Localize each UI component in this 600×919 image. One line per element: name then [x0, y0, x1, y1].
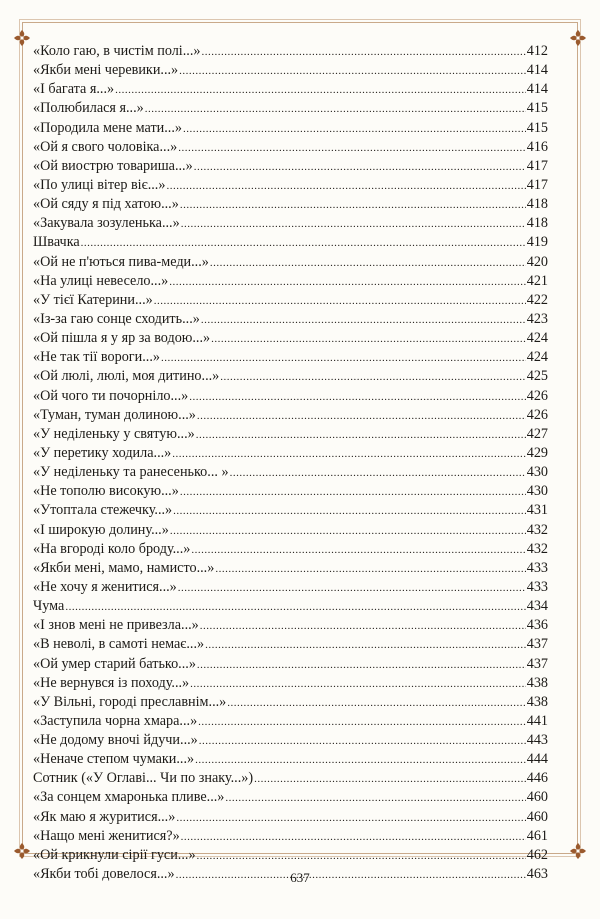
toc-entry [33, 482, 548, 501]
toc-entry-page: 416 [526, 138, 548, 155]
dot-leader [205, 636, 526, 655]
dot-leader [166, 177, 525, 196]
toc-entry-title: «У тієї Катерини...» [33, 291, 153, 308]
toc-entry-page: 441 [526, 712, 548, 729]
toc-entry-title: «У неділеньку у святую...» [33, 425, 195, 442]
toc-entry-page: 432 [526, 540, 548, 557]
dot-leader [200, 617, 526, 636]
toc-entry [33, 329, 548, 348]
toc-entry [33, 176, 548, 195]
dot-leader [115, 81, 526, 100]
toc-entry [33, 616, 548, 635]
toc-entry-page: 418 [526, 196, 548, 213]
toc-entry-page: 415 [526, 100, 548, 117]
dot-leader [178, 579, 526, 598]
toc-entry-title: «Нащо мені женитися?» [33, 827, 180, 844]
toc-entry-page: 417 [526, 157, 548, 174]
toc-entry [33, 693, 548, 712]
dot-leader [220, 368, 525, 387]
toc-entry-title: Сотник («У Оглаві... Чи по знаку...») [33, 770, 254, 787]
toc-entry-page: 423 [526, 310, 548, 327]
toc-entry-page: 432 [526, 521, 548, 538]
dot-leader [183, 120, 526, 139]
toc-entry-title: «І багата я...» [33, 81, 115, 98]
toc-entry [33, 444, 548, 463]
toc-entry [33, 387, 548, 406]
toc-entry-title: «Із-за гаю сонце сходить...» [33, 310, 200, 327]
toc-entry-title: «Якби мені черевики...» [33, 62, 179, 79]
dot-leader [173, 502, 526, 521]
toc-entry [33, 597, 548, 616]
toc-entry-page: 420 [526, 253, 548, 270]
toc-entry [33, 61, 548, 80]
toc-entry [33, 157, 548, 176]
toc-entry-title: «За сонцем хмаронька пливе...» [33, 789, 225, 806]
toc-entry-page: 418 [526, 215, 548, 232]
fleuron-icon [568, 841, 588, 861]
toc-entry-page: 461 [526, 827, 548, 844]
toc-entry [33, 291, 548, 310]
fleuron-icon [568, 28, 588, 48]
toc-entry-title: «Закувала зозуленька...» [33, 215, 180, 232]
toc-entry [33, 788, 548, 807]
toc-entry-page: 438 [526, 693, 548, 710]
toc-entry-page: 446 [526, 770, 548, 787]
toc-entry-page: 443 [526, 732, 548, 749]
toc-entry-page: 417 [526, 176, 548, 193]
toc-entry [33, 233, 548, 252]
dot-leader [201, 43, 525, 62]
toc-entry-title: «Ой крикнули сірії гуси...» [33, 846, 196, 863]
dot-leader [194, 158, 526, 177]
toc-entry [33, 521, 548, 540]
toc-entry-page: 424 [526, 330, 548, 347]
toc-entry [33, 501, 548, 520]
toc-entry-title: «У Вільні, городі преславнім...» [33, 693, 227, 710]
toc-entry [33, 846, 548, 865]
dot-leader [145, 100, 526, 119]
toc-entry-page: 426 [526, 406, 548, 423]
dot-leader [189, 388, 525, 407]
toc-entry-page: 437 [526, 655, 548, 672]
toc-entry-title: «Утоптала стежечку...» [33, 502, 173, 519]
toc-entry-page: 431 [526, 502, 548, 519]
toc-entry [33, 559, 548, 578]
page-number: 637 [290, 870, 310, 885]
dot-leader [191, 541, 525, 560]
toc-entry-page: 444 [526, 751, 548, 768]
toc-entry-title: «Ой люлі, люлі, моя дитино...» [33, 368, 220, 385]
dot-leader [198, 713, 526, 732]
toc-entry-page: 460 [526, 808, 548, 825]
dot-leader [230, 464, 526, 483]
toc-entry [33, 138, 548, 157]
toc-entry-title: «Якби тобі довелося...» [33, 866, 175, 883]
toc-entry [33, 80, 548, 99]
toc-entry-title: «Неначе степом чумаки...» [33, 751, 195, 768]
toc-entry-page: 414 [526, 62, 548, 79]
toc-entry-title: «Не вернувся із походу...» [33, 674, 190, 691]
toc-entry-title: «І знов мені не привезла...» [33, 617, 199, 634]
toc-entry-page: 426 [526, 387, 548, 404]
toc-entry-title: «Коло гаю, в чистім полі...» [33, 43, 201, 59]
toc-entry-page: 412 [526, 43, 548, 59]
dot-leader [195, 751, 526, 770]
toc-entry [33, 808, 548, 827]
dot-leader [178, 139, 526, 158]
toc-entry [33, 712, 548, 731]
dot-leader [215, 560, 525, 579]
dot-leader [161, 349, 526, 368]
dot-leader [170, 522, 526, 541]
toc-entry-page: 429 [526, 444, 548, 461]
toc-entry-title: «Не хочу я женитися...» [33, 578, 177, 595]
toc-entry-page: 463 [526, 866, 548, 883]
toc-entry-title: «Якби мені, мамо, намисто...» [33, 559, 215, 576]
dot-leader [225, 789, 525, 808]
toc-entry [33, 463, 548, 482]
toc-entry [33, 578, 548, 597]
toc-entry [33, 750, 548, 769]
toc-entry-page: 460 [526, 789, 548, 806]
toc-entry-title: «І широкую долину...» [33, 521, 169, 538]
toc-entry [33, 406, 548, 425]
toc-entry-page: 433 [526, 559, 548, 576]
toc-entry-page: 430 [526, 483, 548, 500]
toc-entry-title: «Не тополю високую...» [33, 483, 179, 500]
toc-entry-title: «Ой чого ти почорніло...» [33, 387, 189, 404]
dot-leader [254, 770, 526, 789]
dot-leader [190, 675, 526, 694]
toc-entry-page: 462 [526, 846, 548, 863]
dot-leader [154, 292, 526, 311]
toc-entry-title: «Ой сяду я під хатою...» [33, 196, 179, 213]
toc-entry-title: «Як маю я журитися...» [33, 808, 176, 825]
dot-leader [172, 445, 525, 464]
toc-entry-title: «Не так тії вороги...» [33, 349, 160, 366]
toc-entry [33, 827, 548, 846]
toc-entry [33, 655, 548, 674]
toc-entry-title: «Заступила чорна хмара...» [33, 712, 198, 729]
toc-entry-title: «Ой пішла я у яр за водою...» [33, 330, 211, 347]
dot-leader [201, 311, 526, 330]
dot-leader [227, 694, 525, 713]
dot-leader [81, 234, 526, 253]
toc-entry-title: «Не додому вночі йдучи...» [33, 732, 198, 749]
toc-entry-page: 430 [526, 464, 548, 481]
toc-entry-page: 438 [526, 674, 548, 691]
toc-entry-title: «Ой виострю товариша...» [33, 157, 193, 174]
dot-leader [197, 407, 526, 426]
toc-entry-page: 437 [526, 636, 548, 653]
toc-entry-page: 422 [526, 291, 548, 308]
toc-entry-page: 433 [526, 578, 548, 595]
dot-leader [180, 196, 526, 215]
toc-entry [33, 425, 548, 444]
dot-leader [65, 598, 525, 617]
fleuron-icon [12, 841, 32, 861]
toc-entry-title: «Ой не п'ються пива-меди...» [33, 253, 209, 270]
table-of-contents [33, 42, 548, 884]
dot-leader [180, 483, 526, 502]
toc-entry-title: «Породила мене мати...» [33, 119, 182, 136]
toc-entry [33, 540, 548, 559]
toc-entry [33, 731, 548, 750]
dot-leader [197, 847, 526, 866]
fleuron-icon [12, 28, 32, 48]
toc-entry [33, 674, 548, 693]
dot-leader [181, 215, 526, 234]
toc-entry-page: 419 [526, 234, 548, 251]
dot-leader [196, 426, 526, 445]
dot-leader [211, 330, 526, 349]
toc-entry-title: «На улиці невесело...» [33, 272, 169, 289]
dot-leader [176, 809, 525, 828]
toc-entry-title: «У неділеньку та ранесенько... » [33, 464, 229, 481]
toc-entry [33, 214, 548, 233]
toc-entry-title: «У перетику ходила...» [33, 444, 172, 461]
toc-entry-title: «В неволі, в самоті немає...» [33, 636, 205, 653]
toc-entry-page: 414 [526, 81, 548, 98]
toc-entry [33, 310, 548, 329]
toc-entry-page: 425 [526, 368, 548, 385]
toc-entry-page: 436 [526, 617, 548, 634]
toc-entry [33, 367, 548, 386]
toc-entry [33, 769, 548, 788]
toc-entry-title: «Ой я свого чоловіка...» [33, 138, 178, 155]
toc-entry-title: «Туман, туман долиною...» [33, 406, 196, 423]
toc-entry [33, 348, 548, 367]
toc-entry [33, 195, 548, 214]
dot-leader [181, 828, 526, 847]
toc-entry-title: Чума [33, 598, 65, 615]
toc-entry-title: «На вгороді коло броду...» [33, 540, 191, 557]
toc-entry-page: 421 [526, 272, 548, 289]
dot-leader [179, 62, 526, 81]
toc-entry [33, 42, 548, 61]
toc-entry-title: «Ой умер старий батько...» [33, 655, 196, 672]
toc-entry-page: 434 [526, 598, 548, 615]
toc-entry [33, 272, 548, 291]
toc-entry-page: 424 [526, 349, 548, 366]
toc-entry-title: Швачка [33, 234, 80, 251]
toc-entry [33, 119, 548, 138]
toc-entry-title: «Полюбилася я...» [33, 100, 144, 117]
toc-entry-page: 427 [526, 425, 548, 442]
toc-entry-page: 415 [526, 119, 548, 136]
toc-entry [33, 635, 548, 654]
dot-leader [197, 656, 526, 675]
toc-entry [33, 99, 548, 118]
toc-entry-title: «По улиці вітер віє...» [33, 176, 166, 193]
dot-leader [210, 254, 526, 273]
toc-entry [33, 253, 548, 272]
dot-leader [169, 273, 525, 292]
dot-leader [199, 732, 526, 751]
